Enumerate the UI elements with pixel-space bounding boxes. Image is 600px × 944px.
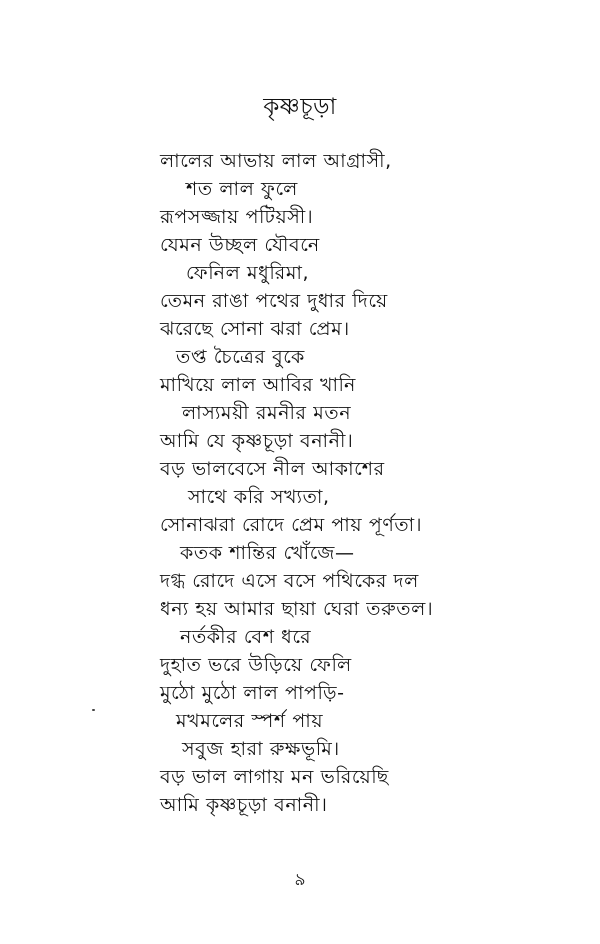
ink-speck xyxy=(92,709,95,711)
poem-line-14: সোনাঝরা রোদে প্রেম পায় পূর্ণতা। xyxy=(160,514,423,536)
poem-line-11: আমি যে কৃষ্ণচূড়া বনানী। xyxy=(160,430,354,452)
poem-line-16: দগ্ধ রোদে এসে বসে পথিকের দল xyxy=(160,570,419,592)
poem-line-10: লাস্যময়ী রমনীর মতন xyxy=(182,402,352,424)
poem-line-15: কতক শান্তির খোঁজে— xyxy=(180,542,355,564)
poem-line-13: সাথে করি সখ্যতা, xyxy=(188,486,330,508)
poem-line-6: তেমন রাঙা পথের দুধার দিয়ে xyxy=(160,290,388,312)
poem-title: কৃষ্ণচূড়া xyxy=(263,94,337,120)
poem-line-2: শত লাল ফুলে xyxy=(186,178,298,200)
poem-line-23: বড় ভাল লাগায় মন ভরিয়েছি xyxy=(160,766,389,788)
poem-line-7: ঝরেছে সোনা ঝরা প্রেম। xyxy=(160,318,350,340)
page-number: ৯ xyxy=(294,870,306,890)
poem-line-22: সবুজ হারা রুক্ষভূমি। xyxy=(182,738,340,760)
poem-line-24: আমি কৃষ্ণচূড়া বনানী। xyxy=(160,794,328,816)
poem-line-5: ফেনিল মধুরিমা, xyxy=(186,262,310,284)
poem-line-19: দুহাত ভরে উড়িয়ে ফেলি xyxy=(160,654,352,676)
poem-line-9: মাখিয়ে লাল আবির খানি xyxy=(160,374,356,396)
poem-line-21: মখমলের স্পর্শ পায় xyxy=(176,710,324,732)
poem-line-20: মুঠো মুঠো লাল পাপড়ি- xyxy=(160,682,345,704)
poem-line-12: বড় ভালবেসে নীল আকাশের xyxy=(160,458,385,480)
poem-line-18: নর্তকীর বেশ ধরে xyxy=(180,626,312,648)
poem-line-1: লালের আভায় লাল আগ্রাসী, xyxy=(160,150,392,172)
poem-line-8: তপ্ত চৈত্রের বুকে xyxy=(176,346,305,368)
poem-line-17: ধন্য হয় আমার ছায়া ঘেরা তরুতল। xyxy=(160,598,434,620)
poem-line-3: রূপসজ্জায় পটিয়সী। xyxy=(160,206,314,228)
poem-line-4: যেমন উচ্ছল যৌবনে xyxy=(160,234,320,256)
